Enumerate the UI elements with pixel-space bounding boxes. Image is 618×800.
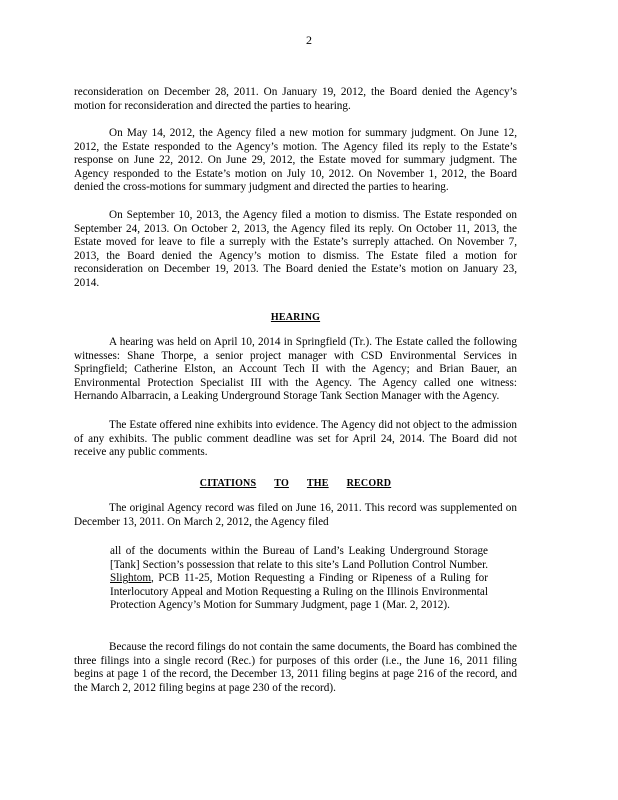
case-name-slightom: Slightom — [110, 572, 152, 585]
heading-citations-to-the-record: CITATIONS TO THE RECORD — [199, 478, 392, 489]
paragraph-original-record: The original Agency record was filed on June 16, 2011. This record was supplemented on December 13, 2011. On March 2, 2012, the Agency filed — [74, 502, 517, 528]
page-number: 2 — [306, 33, 312, 47]
paragraph-motion-to-dismiss-2013: On September 10, 2013, the Agency filed a motion to dismiss. The Estate responded on September 24, 2013. On October 2, 2013, the Agency filed its reply. On October 11, 2013, the Estate moved for leave to file a surreply with the Estate’s surreply attached. On November 7, 2013, the Board denied the Agency’s motion to dismiss. The Estate filed a motion for reconsideration on December 19, 2013. The Board denied the Estate’s motion on January 23, 2014. — [74, 209, 517, 289]
paragraph-summary-judgment-2012: On May 14, 2012, the Agency filed a new motion for summary judgment. On June 12, 2012, the Estate responded to the Agency’s motion. The Agency filed its reply to the Estate’s response on June 22, 2012. On June 29, 2012, the Estate moved for summary judgment. The Agency responded to the Estate’s motion on July 10, 2012. On November 1, 2012, the Board denied the cross-motions for summary judgment and directed the parties to hearing. — [74, 127, 517, 194]
paragraph-reconsideration-2011: reconsideration on December 28, 2011. On January 19, 2012, the Board denied the Agency’s motion for reconsideration and directed the parties to hearing. — [74, 86, 517, 112]
paragraph-exhibits: The Estate offered nine exhibits into evidence. The Agency did not object to the admission of any exhibits. The public comment deadline was set for April 24, 2014. The Board did not receive any public comments. — [74, 419, 517, 459]
block-quote-record-filing: all of the documents within the Bureau of Land’s Leaking Underground Storage [Tank] Section’s possession that relate to this site’s Land Pollution Control Number. Slightom, PCB 11-25, Motion Requesting a Finding or Ripeness of a Ruling for Interlocutory Appeal and Motion Requesting a Ruling on the Illinois Environmental Protection Agency’s Motion for Summary Judgment, page 1 (Mar. 2, 2012). — [110, 545, 488, 612]
paragraph-combined-record: Because the record filings do not contain the same documents, the Board has combined the three filings into a single record (Rec.) for purposes of this order (i.e., the June 16, 2011 filing begins at page 1 of the record, the December 13, 2011 filing begins at page 216 of the record, and the March 2, 2012 filing begins at page 230 of the record). — [74, 641, 517, 694]
paragraph-hearing-witnesses: A hearing was held on April 10, 2014 in Springfield (Tr.). The Estate called the following witnesses: Shane Thorpe, a senior project manager with CSD Environmental Services in Springfield; Catherine Elston, an Account Tech II with the Agency; and Brian Bauer, an Environmental Protection Specialist III with the Agency. The Agency called one witness: Hernando Albarracin, a Leaking Underground Storage Tank Section Manager with the Agency. — [74, 336, 517, 403]
heading-hearing: HEARING — [270, 312, 321, 323]
